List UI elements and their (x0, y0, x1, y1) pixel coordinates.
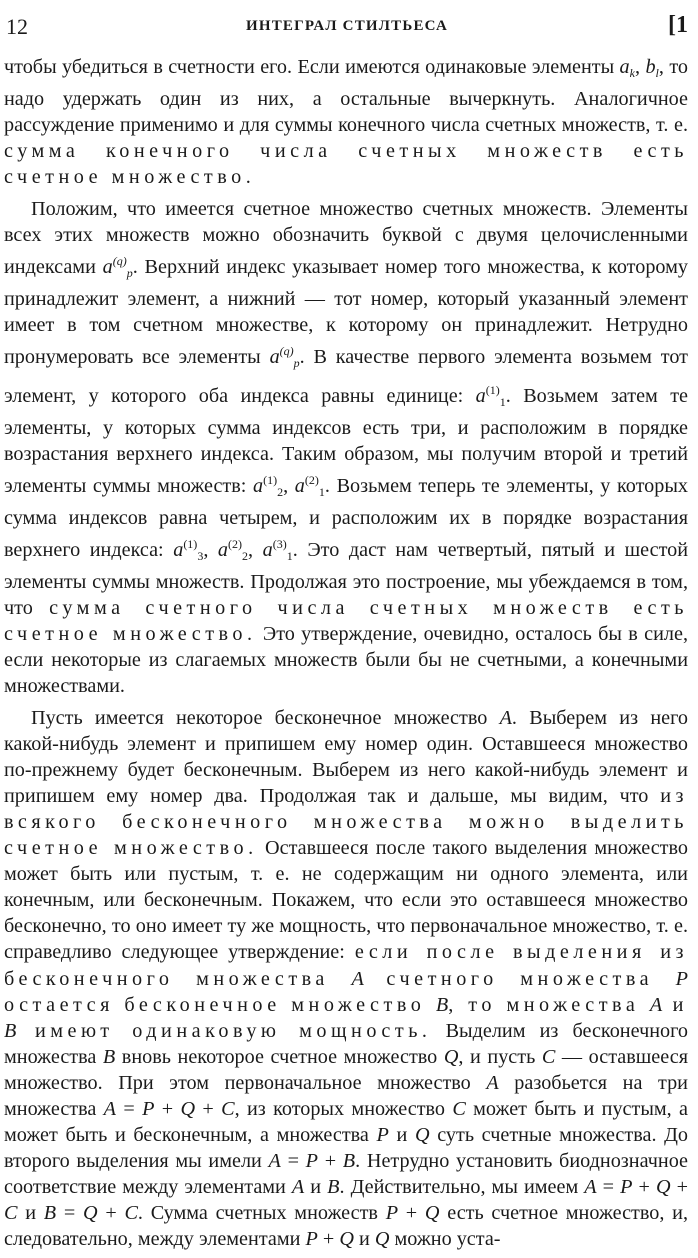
body-text (4, 54, 688, 1258)
math-symbol: a (262, 538, 273, 561)
math-symbol: a (269, 346, 280, 369)
paragraph-p2 (4, 196, 688, 699)
math-symbol: P (675, 967, 688, 990)
text-run: + (154, 1097, 181, 1120)
math-symbol: B (327, 1175, 340, 1198)
math-symbol: a (253, 474, 264, 497)
math-superscript: (1) (485, 382, 500, 397)
math-subscript: l (655, 66, 659, 80)
math-symbol: C (221, 1097, 235, 1120)
math-symbol: b (645, 56, 656, 78)
text-run: . Нетрудно установить биоднозначное соответствие между элементами (4, 1149, 688, 1198)
text-run: . Возьмем затем те элементы, у которых сумма индексов есть три, и расположим в порядке возрастания верхнего индекса. Таким образом, мы получим второй и третий элементы суммы множеств: (4, 384, 688, 497)
math-symbol: B (102, 1045, 116, 1068)
text-run: Это утверждение, очевидно, осталось бы в силе, если некоторые из слагаемых множеств были бы не счетными, а конечными множествами. (4, 622, 688, 697)
math-symbol: B (4, 1019, 17, 1042)
spaced-emphasis: сумма счетного числа счетных множеств есть счетное множество. (4, 596, 688, 645)
math-symbol: Q (180, 1097, 196, 1120)
running-header (6, 10, 688, 42)
math-symbol: B (342, 1149, 356, 1172)
math-subscript: 1 (286, 548, 293, 563)
text-run: чтобы убедиться в счетности его. Если имеются одинаковые элементы (4, 56, 620, 78)
text-run: = (56, 1201, 83, 1224)
math-symbol: P (305, 1149, 319, 1172)
math-subscript: 1 (499, 394, 506, 409)
math-symbol: a (294, 474, 305, 497)
math-symbol: Q (339, 1227, 354, 1250)
math-symbol: Q (443, 1045, 459, 1068)
math-symbol: a (217, 538, 229, 561)
math-superscript: (1) (183, 536, 198, 551)
text-run: = (280, 1149, 306, 1172)
math-symbol: C (4, 1201, 18, 1224)
text-run: Пусть имеется некоторое бесконечное множество (31, 707, 500, 730)
math-symbol: A (499, 707, 512, 730)
text-run: . В качестве первого элемента возьмем тот элемент, у которого оба индекса равны единице: (4, 346, 688, 407)
text-run: + (670, 1175, 688, 1198)
text-run: Оставшееся после такого выделения множество может быть или пустым, т. е. не содержащим ни одного элемента, или конечным, или бесконечным. Покажем, что если это оставшееся множество бесконечно, то оно имеет ту же мощность, что первоначальное множество, т. е. справедливо следующее утверждение: (4, 837, 688, 964)
text-run: , (634, 56, 646, 78)
text-run: суть счетные множества. До второго выделения мы имели (4, 1123, 688, 1172)
text-run: есть счетное множество, и, следовательно, между элементами (4, 1201, 688, 1250)
text-run: , (248, 538, 263, 561)
math-symbol: C (124, 1201, 138, 1224)
math-symbol: P (142, 1097, 155, 1120)
text-run: . Это даст нам четвертый, пятый и шестой элементы суммы множеств. Продолжая это построение, мы убеждаемся в том, что (4, 538, 689, 619)
math-symbol: a (475, 384, 486, 407)
math-symbol: P (620, 1175, 633, 1198)
math-symbol: A (351, 967, 364, 990)
spaced-emphasis: счетного множества (363, 967, 676, 990)
text-run: , и пусть (458, 1045, 542, 1068)
text-run: разобьется на три множества (4, 1071, 688, 1120)
math-subscript: 1 (318, 484, 325, 499)
math-symbol: a (173, 538, 184, 561)
math-symbol: B (43, 1201, 57, 1224)
text-run: + (318, 1149, 343, 1172)
math-symbol: Q (655, 1175, 671, 1198)
spaced-emphasis: остается бесконечное множество (4, 993, 436, 1016)
text-run: . Действительно, мы имеем (339, 1175, 585, 1198)
math-symbol: Q (374, 1227, 390, 1250)
math-subscript: 2 (242, 548, 249, 563)
text-run: + (195, 1097, 222, 1120)
text-run: и (17, 1201, 44, 1224)
spaced-emphasis: сумма конечного числа счетных множеств есть счетное множество. (4, 140, 688, 189)
text-run: вновь некоторое счетное множество (115, 1045, 444, 1068)
spaced-emphasis: и (662, 993, 688, 1016)
spaced-emphasis: если после выделения из бесконечного множества (4, 941, 688, 990)
math-symbol: C (452, 1097, 466, 1120)
text-run: . Возьмем теперь те элементы, у которых сумма индексов равна четырем, и расположим их в порядке возрастания верхнего индекса: (4, 474, 688, 561)
text-run: может быть и пустым, а может быть и бесконечным, а множества (4, 1097, 689, 1146)
text-run: и (304, 1175, 328, 1198)
math-symbol: P (376, 1123, 389, 1146)
text-run: = (116, 1097, 143, 1120)
math-symbol: A (584, 1175, 597, 1198)
math-subscript: p (293, 356, 300, 371)
text-run: , то надо удержать один из них, а остальные вычеркнуть. Аналогичное рассуждение применимо и для суммы конечного числа счетных множеств, т. е. (4, 56, 688, 137)
math-symbol: Q (424, 1201, 440, 1224)
math-symbol: a (619, 56, 630, 78)
text-run: , (203, 538, 218, 561)
text-run: можно уста- (389, 1227, 501, 1250)
page-number: 12 (6, 14, 28, 39)
text-run: + (97, 1201, 125, 1224)
math-symbol: A (649, 993, 663, 1016)
text-run: Выделим из бесконечного множества (4, 1019, 688, 1068)
running-title: ИНТЕГРАЛ СТИЛТЬЕСА (245, 18, 449, 34)
math-superscript: (q) (279, 344, 294, 359)
math-subscript: p (126, 266, 133, 281)
text-run: + (398, 1201, 425, 1224)
math-symbol: A (486, 1071, 499, 1094)
math-superscript: (2) (304, 472, 319, 487)
text-run: . Верхний индекс указывает номер того множества, к которому принадлежит элемент, а нижний — тот номер, который указанный элемент имеет в том счетном множестве, к которому он принадлежит. Нетрудно пронумеровать все элементы (4, 256, 688, 369)
math-symbol: B (435, 993, 449, 1016)
spaced-emphasis: из всякого бесконечного множества можно выделить счетное множество. (4, 785, 688, 860)
math-superscript: (3) (272, 536, 287, 551)
math-superscript: (1) (263, 472, 278, 487)
text-run: — оставшееся множество. При этом первоначальное множество (4, 1045, 688, 1094)
math-symbol: P (385, 1201, 399, 1224)
text-run: + (317, 1227, 340, 1250)
math-subscript: 3 (197, 548, 204, 563)
paragraph-p1 (4, 54, 688, 190)
math-symbol: a (102, 256, 113, 279)
math-subscript: k (629, 66, 635, 80)
text-run: и (353, 1227, 375, 1250)
math-superscript: (q) (112, 254, 127, 269)
text-run: и (388, 1123, 415, 1146)
math-superscript: (2) (228, 536, 243, 551)
paragraph-p3 (4, 705, 688, 1252)
math-symbol: A (103, 1097, 116, 1120)
text-run: = (596, 1175, 621, 1198)
spaced-emphasis: имеют одинаковую мощность. (16, 1019, 432, 1042)
math-symbol: C (541, 1045, 556, 1068)
math-symbol: A (268, 1149, 281, 1172)
math-symbol: Q (82, 1201, 98, 1224)
text-run: . Выберем из него какой-нибудь элемент и припишем ему номер один. Оставшееся множество по-прежнему будет бесконечным. Выберем из него какой-нибудь элемент и припишем ему номер два. Продолжая так и дальше, мы видим, что (4, 707, 688, 808)
text-run: , из которых множество (234, 1097, 453, 1120)
text-run: , (283, 474, 295, 497)
text-run: Положим, что имеется счетное множество счетных множеств. Элементы всех этих множеств можно обозначить буквой с двумя целочисленными индексами (4, 198, 688, 279)
math-symbol: A (291, 1175, 305, 1198)
math-symbol: Q (414, 1123, 430, 1146)
text-run: . Сумма счетных множеств (137, 1201, 386, 1224)
chapter-mark: [1 (668, 12, 688, 38)
math-symbol: P (305, 1227, 318, 1250)
math-subscript: 2 (277, 484, 284, 499)
text-run: + (632, 1175, 656, 1198)
spaced-emphasis: , то множества (448, 993, 650, 1016)
